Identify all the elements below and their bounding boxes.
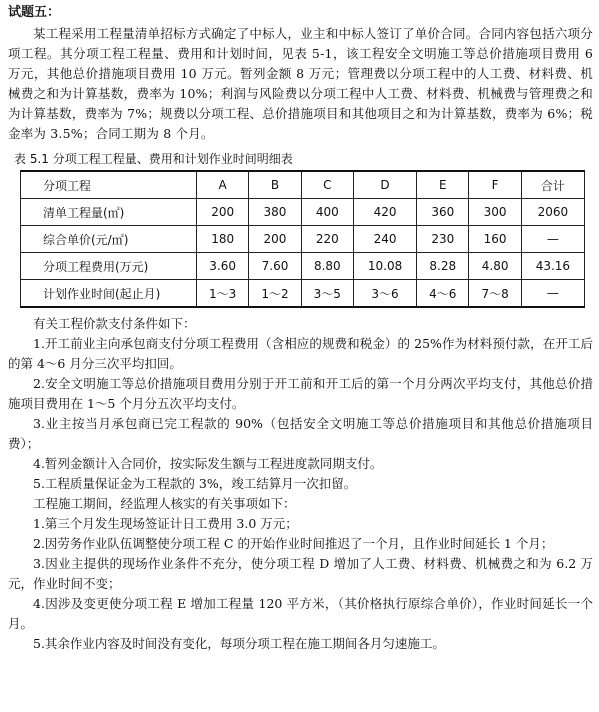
table-row-label: 分项工程费用(万元)	[21, 253, 197, 280]
payment-term-item: 5.工程质量保证金为工程款的 3%，竣工结算月一次扣留。	[33, 476, 357, 491]
payment-terms-section	[8, 314, 593, 494]
event-item: 1.第三个月发生现场签证计日工费用 3.0 万元；	[33, 516, 298, 531]
question-title: 试题五：	[8, 5, 61, 20]
table-cell: 7.60	[249, 253, 301, 280]
table-cell: 1～2	[249, 280, 301, 308]
payment-terms-heading: 有关工程价款支付条件如下：	[33, 316, 196, 331]
table-cell: 200	[249, 226, 301, 253]
table-cell: 4～6	[417, 280, 469, 308]
events-heading: 工程施工期间，经监理人核实的有关事项如下：	[33, 496, 296, 511]
table-row-label: 计划作业时间(起止月)	[21, 280, 197, 308]
table-header-cell: 合计	[521, 171, 584, 199]
work-items-table	[20, 170, 585, 308]
table-cell: 3～6	[353, 280, 416, 308]
table-header-cell: F	[469, 171, 521, 199]
table-header-cell: D	[353, 171, 416, 199]
events-section	[8, 494, 593, 654]
table-cell: 380	[249, 199, 301, 226]
table-cell: —	[521, 226, 584, 253]
table-header-cell: C	[301, 171, 353, 199]
table-header-cell: B	[249, 171, 301, 199]
table-caption: 表 5.1 分项工程工程量、费用和计划作业时间明细表	[14, 152, 293, 166]
payment-term-item: 2.安全文明施工等总价措施项目费用分别于开工前和开工后的第一个月分两次平均支付，其他总价措施项目费用在 1～5 个月分五次平均支付。	[8, 376, 593, 411]
event-item: 2.因劳务作业队伍调整使分项工程 C 的开始作业时间推迟了一个月，且作业时间延长 1 个月；	[33, 536, 554, 551]
table-cell: 3～5	[301, 280, 353, 308]
event-item: 4.因涉及变更使分项工程 E 增加工程量 120 平方米，（其价格执行原综合单价），作业时间延长一个月。	[8, 596, 593, 631]
table-cell: 8.80	[301, 253, 353, 280]
table-cell: 180	[197, 226, 249, 253]
table-cell: 3.60	[197, 253, 249, 280]
table-header-cell: 分项工程	[21, 171, 197, 199]
table-row-label: 综合单价(元/㎡)	[21, 226, 197, 253]
event-item: 5.其余作业内容及时间没有变化，每项分项工程在施工期间各月匀速施工。	[33, 636, 445, 651]
table-cell: 10.08	[353, 253, 416, 280]
table-cell: 240	[353, 226, 416, 253]
table-cell: 7～8	[469, 280, 521, 308]
intro-paragraph: 某工程采用工程量清单招标方式确定了中标人，业主和中标人签订了单价合同。合同内容包括六项分项工程。其分项工程工程量、费用和计划时间，见表 5-1，该工程安全文明施工等总价措施项目费用 6 万元，其他总价措施项目费用 10 万元。暂列金额 8 万元；管理费以分项工程中的人工费、材料费、机械费之和为计算基数，费率为 10%；利润与风险费以分项工程中人工费、材料费、机械费与管理费之和为计算基数，费率为 7%；规费以分项工程、总价措施项目和其他项目之和为计算基数，费率为 6%；税金率为 3.5%；合同工期为 8 个月。	[8, 26, 593, 141]
table-cell: 360	[417, 199, 469, 226]
table-header-row	[21, 171, 585, 199]
table-cell: 43.16	[521, 253, 584, 280]
table-cell: 1～3	[197, 280, 249, 308]
table-row-label: 清单工程量(㎡)	[21, 199, 197, 226]
payment-term-item: 4.暂列金额计入合同价，按实际发生额与工程进度款同期支付。	[33, 456, 383, 471]
table-cell: 230	[417, 226, 469, 253]
table-cell: 2060	[521, 199, 584, 226]
table-header-cell: E	[417, 171, 469, 199]
table-cell: 300	[469, 199, 521, 226]
table-row	[21, 280, 585, 308]
table-header-cell: A	[197, 171, 249, 199]
table-cell: 220	[301, 226, 353, 253]
table-row	[21, 226, 585, 253]
table-row	[21, 253, 585, 280]
table-cell: 4.80	[469, 253, 521, 280]
table-row	[21, 199, 585, 226]
table-cell: 160	[469, 226, 521, 253]
table-cell: 8.28	[417, 253, 469, 280]
payment-term-item: 1.开工前业主向承包商支付分项工程费用（含相应的规费和税金）的 25%作为材料预付款，在开工后的第 4～6 月分三次平均扣回。	[8, 336, 593, 371]
table-cell: 400	[301, 199, 353, 226]
table-cell: —	[521, 280, 584, 308]
table-cell: 420	[353, 199, 416, 226]
payment-term-item: 3.业主按当月承包商已完工程款的 90%（包括安全文明施工等总价措施项目和其他总价措施项目费）；	[8, 416, 593, 451]
event-item: 3.因业主提供的现场作业条件不充分，使分项工程 D 增加了人工费、材料费、机械费之和为 6.2 万元，作业时间不变；	[8, 556, 593, 591]
table-cell: 200	[197, 199, 249, 226]
